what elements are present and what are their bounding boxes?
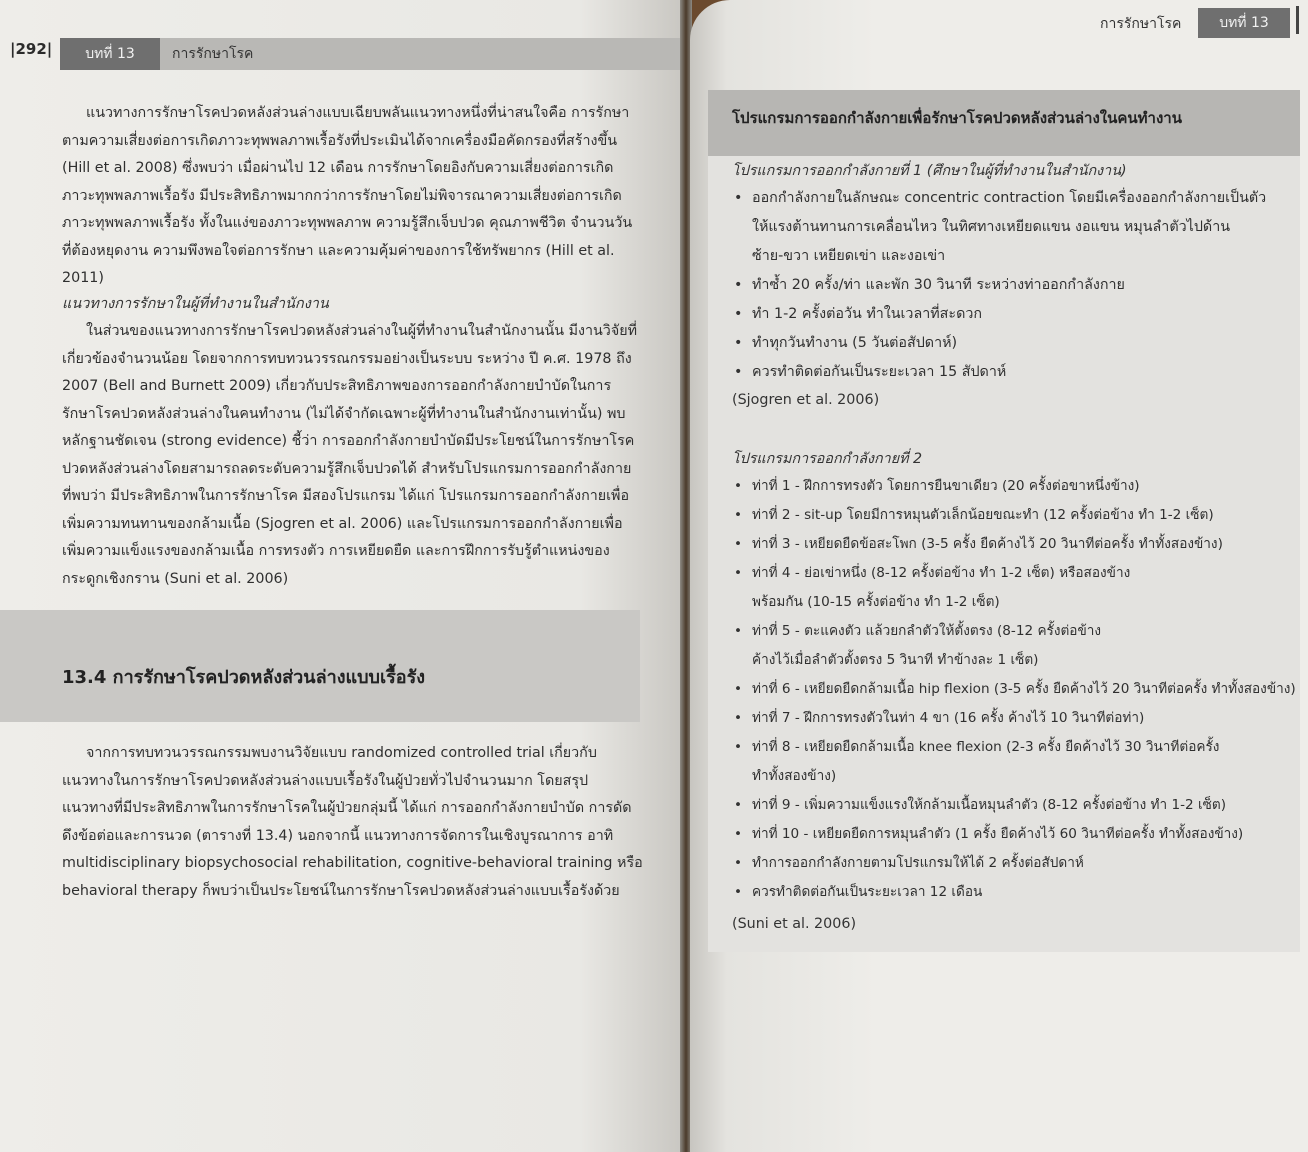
paragraph-chronic: จากการทบทวนวรรณกรรมพบงานวิจัยแบบ randomized controlled trial เกี่ยวกับแนวทางในการรักษาโรคปวดหลังส่วนล่างแบบเรื้อรังในผู้ป่วยทั่วไปจำนวนมาก โดยสรุป แนวทางที่มีประสิทธิภาพในการรักษาโรคในผู้ป่วยกลุ่มนี้ ได้แก่ การออกกำลังกายบำบัด การดัดดึงข้อต่อและการนวด (ตารางที่ 13.4) นอกจากนี้ แนวทางการจัดการในเชิงบูรณาการ อาทิ multidisciplinary biopsychosocial rehabilitation, cognitive-behavioral training หรือ behavioral therapy ก็พบว่าเป็นประโยชน์ในการรักษาโรคปวดหลังส่วนล่างแบบเรื้อรังด้วย bbox=[62, 745, 643, 899]
program2-citation: (Suni et al. 2006) bbox=[732, 916, 857, 932]
list-item: • ท่าที่ 5 - ตะแคงตัว แล้วยกลำตัวให้ตั้งตรง (8-12 ครั้งต่อข้าง ค้างไว้เมื่อลำตัวตั้งตรง 5 วินาที ทำข้างละ 1 เซ็ต) bbox=[732, 617, 1300, 675]
list-item: • ท่าที่ 2 - sit-up โดยมีการหมุนตัวเล็กน้อยขณะทำ (12 ครั้งต่อข้าง ทำ 1-2 เซ็ต) bbox=[732, 501, 1300, 530]
exercise-program-box bbox=[708, 90, 1300, 952]
section-title: 13.4 การรักษาโรคปวดหลังส่วนล่างแบบเรื้อรัง bbox=[62, 667, 426, 688]
program1-title: โปรแกรมการออกกำลังกายที่ 1 (ศึกษาในผู้ที่ทำงานในสำนักงาน) bbox=[732, 163, 1127, 179]
list-item: • ออกกำลังกายในลักษณะ concentric contraction โดยมีเครื่องออกกำลังกายเป็นตัว ให้แรงต้านทานการเคลื่อนไหว ในทิศทางเหยียดแขน งอแขน หมุนลำตัวไปด้าน ซ้าย-ขวา เหยียดเข่า และงอเข่า bbox=[732, 184, 1292, 271]
page-number: |292| bbox=[10, 40, 53, 58]
list-item: • ท่าที่ 3 - เหยียดยืดข้อสะโพก (3-5 ครั้ง ยืดค้างไว้ 20 วินาทีต่อครั้ง ทำทั้งสองข้าง) bbox=[732, 530, 1300, 559]
list-item: • ควรทำติดต่อกันเป็นระยะเวลา 12 เดือน bbox=[732, 878, 1300, 907]
program2-list bbox=[732, 472, 1300, 907]
running-title: การรักษาโรค bbox=[1100, 16, 1182, 32]
program1-list bbox=[732, 184, 1292, 387]
subheading-office-workers: แนวทางการรักษาในผู้ที่ทำงานในสำนักงาน bbox=[62, 296, 329, 312]
list-item: • ท่าที่ 10 - เหยียดยืดการหมุนลำตัว (1 ครั้ง ยืดค้างไว้ 60 วินาทีต่อครั้ง ทำทั้งสองข้าง) bbox=[732, 820, 1300, 849]
chapter-tab-right: บทที่ 13 bbox=[1198, 8, 1290, 38]
program1-citation: (Sjogren et al. 2006) bbox=[732, 392, 880, 408]
list-item: • ท่าที่ 6 - เหยียดยืดกล้ามเนื้อ hip flexion (3-5 ครั้ง ยืดค้างไว้ 20 วินาทีต่อครั้ง ทำทั้งสองข้าง) bbox=[732, 675, 1300, 704]
list-item: • ท่าที่ 7 - ฝึกการทรงตัวในท่า 4 ขา (16 ครั้ง ค้างไว้ 10 วินาทีต่อท่า) bbox=[732, 704, 1300, 733]
list-item: • ท่าที่ 1 - ฝึกการทรงตัว โดยการยืนขาเดียว (20 ครั้งต่อขาหนึ่งข้าง) bbox=[732, 472, 1300, 501]
chapter-title: การรักษาโรค bbox=[172, 46, 254, 62]
paragraph-acute-risk: แนวทางการรักษาโรคปวดหลังส่วนล่างแบบเฉียบพลันแนวทางหนึ่งที่น่าสนใจคือ การรักษาตามความเสี่ยงต่อการเกิดภาวะทุพพลภาพเรื้อรังที่ประเมินได้จากเครื่องมือคัดกรองที่สร้างขึ้น (Hill et al. 2008) ซึ่งพบว่า เมื่อผ่านไป 12 เดือน การรักษาโดยอิงกับความเสี่ยงต่อการเกิดภาวะทุพพลภาพเรื้อรัง มีประสิทธิภาพมากกว่าการรักษาโดยไม่พิจารณาความเสี่ยงต่อการเกิดภาวะทุพพลภาพเรื้อรัง ทั้งในแง่ของภาวะทุพพลภาพ ความรู้สึกเจ็บปวด คุณภาพชีวิต จำนวนวันที่ต้องหยุดงาน ความพึงพอใจต่อการรักษา และความคุ้มค่าของการใช้ทรัพยากร (Hill et al. 2011) bbox=[62, 105, 633, 286]
chapter-tab: บทที่ 13 bbox=[60, 38, 160, 70]
list-item: • ท่าที่ 8 - เหยียดยืดกล้ามเนื้อ knee flexion (2-3 ครั้ง ยืดค้างไว้ 30 วินาทีต่อครั้ง ทำทั้งสองข้าง) bbox=[732, 733, 1300, 791]
list-item: • ทำทุกวันทำงาน (5 วันต่อสัปดาห์) bbox=[732, 329, 1292, 358]
list-item: • ควรทำติดต่อกันเป็นระยะเวลา 15 สัปดาห์ bbox=[732, 358, 1292, 387]
list-item: • ทำการออกกำลังกายตามโปรแกรมให้ได้ 2 ครั้งต่อสัปดาห์ bbox=[732, 849, 1300, 878]
list-item: • ทำซ้ำ 20 ครั้ง/ท่า และพัก 30 วินาที ระหว่างท่าออกกำลังกาย bbox=[732, 271, 1292, 300]
box-header bbox=[708, 90, 1300, 156]
list-item: • ทำ 1-2 ครั้งต่อวัน ทำในเวลาที่สะดวก bbox=[732, 300, 1292, 329]
right-page bbox=[690, 0, 1308, 1152]
edge-marker bbox=[1296, 6, 1299, 34]
list-item: • ท่าที่ 4 - ย่อเข่าหนึ่ง (8-12 ครั้งต่อข้าง ทำ 1-2 เซ็ต) หรือสองข้าง พร้อมกัน (10-15 ครั้งต่อข้าง ทำ 1-2 เซ็ต) bbox=[732, 559, 1300, 617]
paragraph-office-workers: ในส่วนของแนวทางการรักษาโรคปวดหลังส่วนล่างในผู้ที่ทำงานในสำนักงานนั้น มีงานวิจัยที่เกี่ยวข้องจำนวนน้อย โดยจากการทบทวนวรรณกรรมอย่างเป็นระบบ ระหว่าง ปี ค.ศ. 1978 ถึง 2007 (Bell and Burnett 2009) เกี่ยวกับประสิทธิภาพของการออกกำลังกายบำบัดในการรักษาโรคปวดหลังส่วนล่างในคนทำงาน (ไม่ได้จำกัดเฉพาะผู้ที่ทำงานในสำนักงานเท่านั้น) พบหลักฐานชัดเจน (strong evidence) ชี้ว่า การออกกำลังกายบำบัดมีประโยชน์ในการรักษาโรคปวดหลังส่วนล่างโดยสามารถลดระดับความรู้สึกเจ็บปวดได้ สำหรับโปรแกรมการออกกำลังกายที่พบว่า มีประสิทธิภาพในการรักษาโรค มีสองโปรแกรม ได้แก่ โปรแกรมการออกกำลังกายเพื่อเพิ่มความทนทานของกล้ามเนื้อ (Sjogren et al. 2006) และโปรแกรมการออกกำลังกายเพื่อเพิ่มความแข็งแรงของกล้ามเนื้อ การทรงตัว การเหยียดยืด และการฝึกการรับรู้ตำแหน่งของกระดูกเชิงกราน (Suni et al. 2006) bbox=[62, 323, 638, 587]
list-item: • ท่าที่ 9 - เพิ่มความแข็งแรงให้กล้ามเนื้อหมุนลำตัว (8-12 ครั้งต่อข้าง ทำ 1-2 เซ็ต) bbox=[732, 791, 1300, 820]
program2-title: โปรแกรมการออกกำลังกายที่ 2 bbox=[732, 451, 923, 467]
box-title: โปรแกรมการออกกำลังกายเพื่อรักษาโรคปวดหลังส่วนล่างในคนทำงาน bbox=[732, 109, 1182, 127]
